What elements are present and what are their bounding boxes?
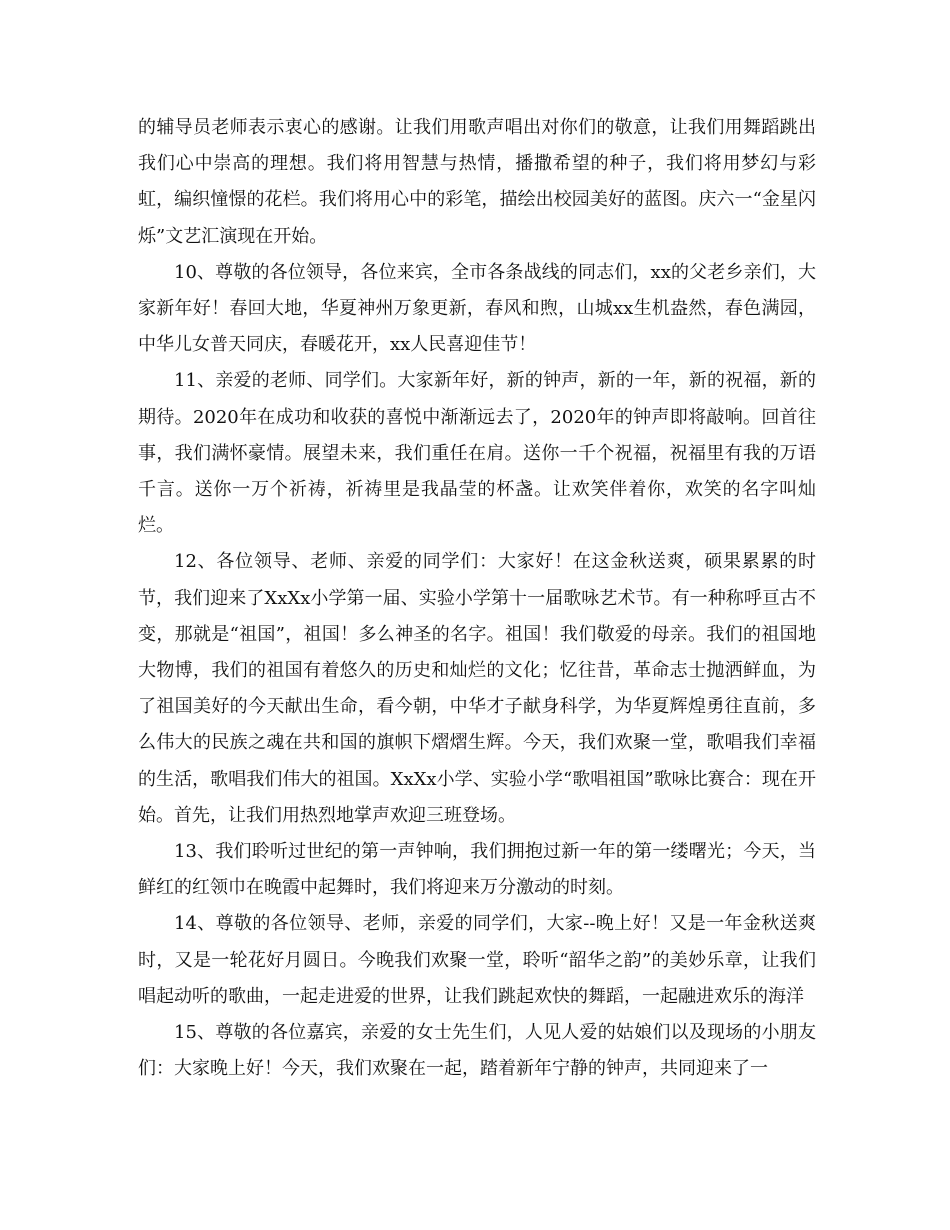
- paragraph-continued: 的辅导员老师表示衷心的感谢。让我们用歌声唱出对你们的敬意，让我们用舞蹈跳出我们心中崇高的理想。我们将用智慧与热情，播撒希望的种子，我们将用梦幻与彩虹，编织憧憬的花栏。我们将用心中的彩笔，描绘出校园美好的蓝图。庆六一“金星闪烁”文艺汇演现在开始。: [138, 117, 816, 247]
- document-body: [138, 110, 816, 1087]
- paragraph-12: 12、各位领导、老师、亲爱的同学们：大家好！在这金秋送爽，硕果累累的时节，我们迎来了XxXx小学第一届、实验小学第十一届歌咏艺术节。有一种称呼亘古不变，那就是“祖国”，祖国！多么神圣的名字。祖国！我们敬爱的母亲。我们的祖国地大物博，我们的祖国有着悠久的历史和灿烂的文化；忆往昔，革命志士抛洒鲜血，为了祖国美好的今天献出生命，看今朝，中华才子献身科学，为华夏辉煌勇往直前，多么伟大的民族之魂在共和国的旗帜下熠熠生辉。今天，我们欢聚一堂，歌唱我们幸福的生活，歌唱我们伟大的祖国。XxXx小学、实验小学“歌唱祖国”歌咏比赛合：现在开始。首先，让我们用热烈地掌声欢迎三班登场。: [138, 551, 816, 826]
- paragraph-11: 11、亲爱的老师、同学们。大家新年好，新的钟声，新的一年，新的祝福，新的期待。2020年在成功和收获的喜悦中渐渐远去了，2020年的钟声即将敲响。回首往事，我们满怀豪情。展望未来，我们重任在肩。送你一千个祝福，祝福里有我的万语千言。送你一万个祈祷，祈祷里是我晶莹的杯盏。让欢笑伴着你，欢笑的名字叫灿烂。: [138, 370, 816, 537]
- paragraph-14: 14、尊敬的各位领导、老师，亲爱的同学们，大家--晚上好！又是一年金秋送爽时，又是一轮花好月圆日。今晚我们欢聚一堂，聆听“韶华之韵”的美妙乐章，让我们唱起动听的歌曲，一起走进爱的世界，让我们跳起欢快的舞蹈，一起融进欢乐的海洋: [138, 913, 816, 1007]
- paragraph-10: 10、尊敬的各位领导，各位来宾，全市各条战线的同志们，xx的父老乡亲们，大家新年好！春回大地，华夏神州万象更新，春风和煦，山城xx生机盎然，春色满园，中华儿女普天同庆，春暖花开，xx人民喜迎佳节！: [138, 261, 816, 356]
- paragraph-15: 15、尊敬的各位嘉宾，亲爱的女士先生们，人见人爱的姑娘们以及现场的小朋友们：大家晚上好！今天，我们欢聚在一起，踏着新年宁静的钟声，共同迎来了一: [138, 1022, 816, 1080]
- paragraph-13: 13、我们聆听过世纪的第一声钟响，我们拥抱过新一年的第一缕曙光；今天，当鲜红的红领巾在晚霞中起舞时，我们将迎来万分激动的时刻。: [138, 841, 816, 899]
